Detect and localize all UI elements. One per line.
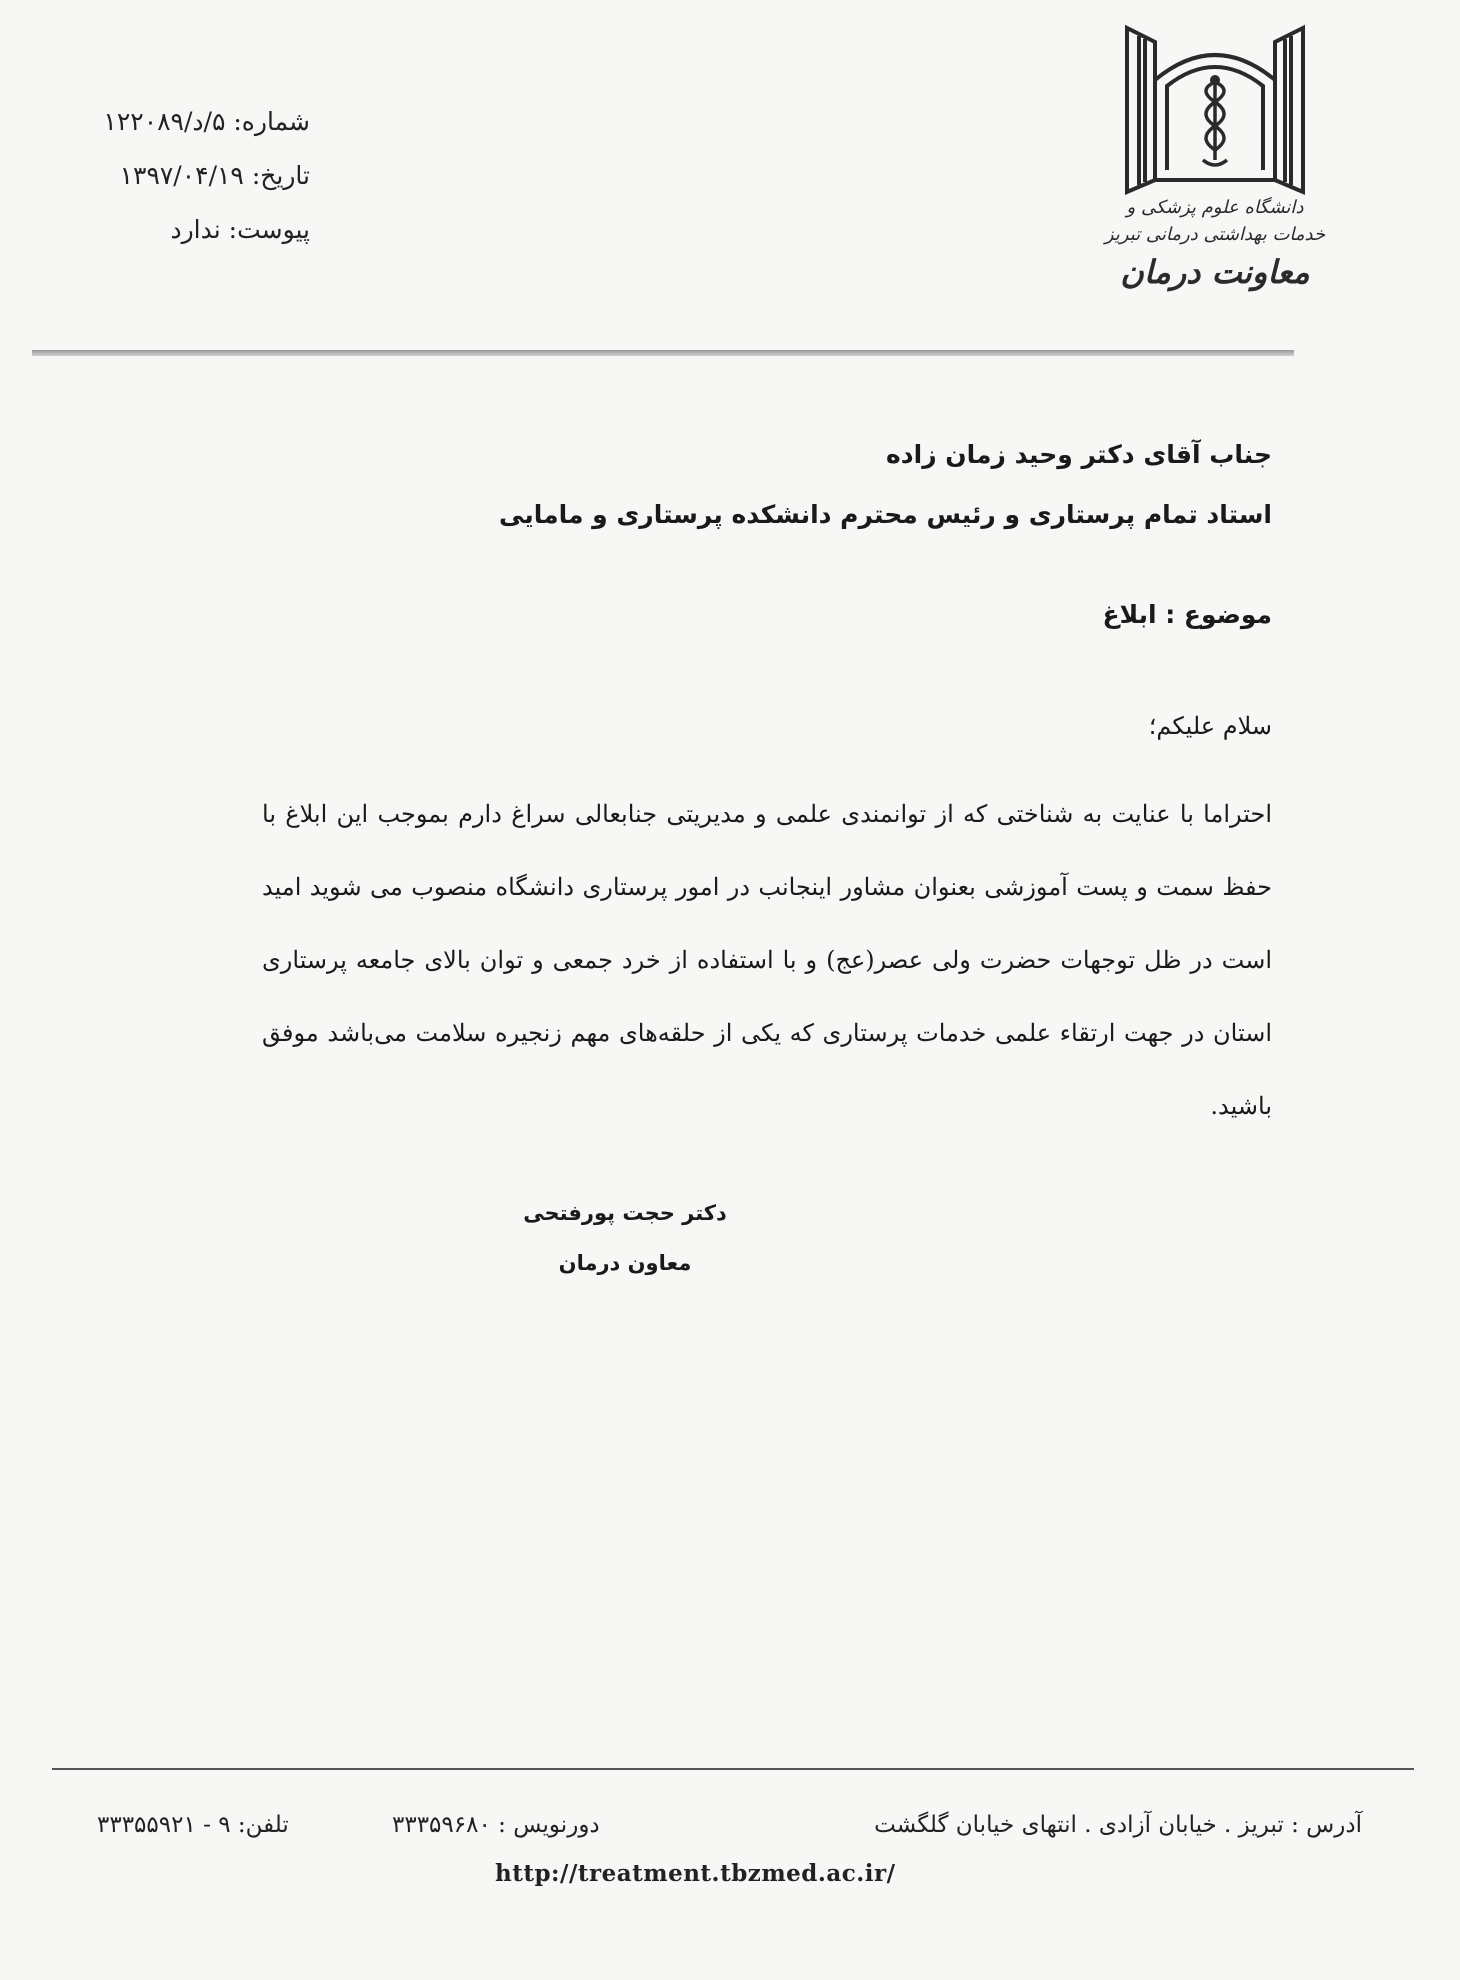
footer-website-link[interactable]: http://treatment.tbzmed.ac.ir/	[495, 1860, 896, 1887]
addressee	[499, 425, 1272, 545]
footer-fax: دورنویس : ۳۳۳۵۹۶۸۰	[392, 1812, 600, 1838]
addressee-name: جناب آقای دکتر وحید زمان زاده	[886, 440, 1272, 469]
letter-attachment	[103, 203, 310, 257]
logo-department-line: معاونت درمان	[1120, 253, 1310, 291]
footer-phone: تلفن: ۹ - ۳۳۳۵۵۹۲۱	[97, 1812, 289, 1838]
header-divider	[32, 350, 1294, 356]
signer-name: دکتر حجت پورفتحی	[523, 1201, 727, 1225]
signature-block	[500, 1188, 750, 1288]
book-emblem-icon	[1115, 20, 1315, 205]
number-value: ۵/د/۱۲۲۰۸۹	[103, 107, 226, 136]
date-value: ۱۳۹۷/۰۴/۱۹	[119, 161, 244, 190]
number-label: شماره:	[233, 107, 310, 136]
letter-subject: موضوع : ابلاغ	[1102, 600, 1272, 629]
logo-services-line: خدمات بهداشتی درمانی تبریز	[1104, 224, 1326, 245]
letter-meta	[103, 95, 310, 257]
attachment-value: ندارد	[170, 215, 221, 244]
letter-date	[103, 149, 310, 203]
footer-divider	[52, 1768, 1414, 1770]
signer-title: معاون درمان	[558, 1251, 692, 1275]
footer	[52, 1812, 1362, 1852]
logo-caption	[1090, 195, 1340, 295]
logo-university-line: دانشگاه علوم پزشکی و	[1126, 197, 1304, 218]
addressee-title: استاد تمام پرستاری و رئیس محترم دانشکده پرستاری و مامایی	[499, 500, 1272, 529]
date-label: تاریخ:	[251, 161, 310, 190]
footer-address: آدرس : تبریز . خیابان آزادی . انتهای خیابان گلگشت	[874, 1812, 1362, 1838]
attachment-label: پیوست:	[228, 215, 310, 244]
letter-greeting: سلام علیکم؛	[1148, 712, 1272, 740]
letter-body: احتراما با عنایت به شناختی که از توانمندی علمی و مدیریتی جنابعالی سراغ دارم بموجب این ابلاغ با حفظ سمت و پست آموزشی بعنوان مشاور اینجانب در امور پرستاری دانشگاه منصوب می شوید امید است در ظل توجهات حضرت ولی عصر(عج) و با استفاده از خرد جمعی و توان بالای جامعه پرستاری استان در جهت ارتقاء علمی خدمات پرستاری که یکی از حلقه‌های مهم زنجیره سلامت می‌باشد موفق باشید.	[262, 800, 1272, 1120]
letter-number	[103, 95, 310, 149]
